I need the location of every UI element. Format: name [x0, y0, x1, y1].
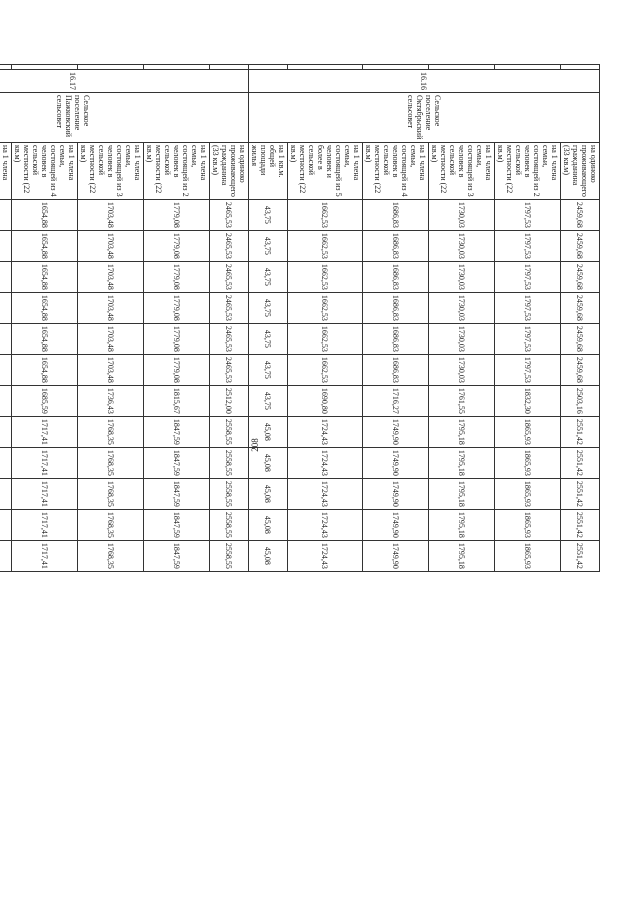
- row-margin-cell: [12, 65, 78, 70]
- value-cell: 1865,93: [495, 509, 561, 540]
- value-cell: 1703,48: [78, 261, 144, 292]
- value-cell: 1795,18: [429, 509, 495, 540]
- value-cell: 2558,55: [210, 478, 249, 509]
- value-cell: 1795,18: [429, 540, 495, 571]
- value-cell: 43,75: [249, 261, 288, 292]
- value-cell: 1717,41: [12, 540, 78, 571]
- value-cell: 2459,68: [561, 354, 600, 385]
- value-cell: 1724,43: [288, 447, 363, 478]
- value-cell: 1703,48: [78, 230, 144, 261]
- value-cell: 1685,59: [12, 385, 78, 416]
- value-cell: 1815,67: [144, 385, 210, 416]
- value-cell: 1865,93: [495, 447, 561, 478]
- value-cell: 1768,35: [78, 416, 144, 447]
- value-cell: 2465,53: [210, 230, 249, 261]
- value-cell: [0, 540, 12, 571]
- value-cell: 43,75: [249, 385, 288, 416]
- value-cell: 1761,55: [429, 385, 495, 416]
- value-cell: 1686,83: [363, 292, 429, 323]
- value-cell: [0, 230, 12, 261]
- value-cell: 1779,08: [144, 199, 210, 230]
- value-cell: 1865,93: [495, 416, 561, 447]
- category-description-cell: на 1 члена семьи, состоящей из 4 человек в сельской местности (22 кв.м): [12, 142, 78, 199]
- value-cell: 1662,53: [288, 230, 363, 261]
- value-cell: 1686,83: [363, 354, 429, 385]
- value-cell: [0, 478, 12, 509]
- value-cell: 2512,00: [210, 385, 249, 416]
- settlement-name-cell: Сельское поселение Октябрьский сельсовет: [249, 93, 600, 143]
- row-margin-cell: [0, 65, 12, 70]
- value-cell: 2558,55: [210, 509, 249, 540]
- value-cell: 1797,53: [495, 354, 561, 385]
- row-margin-cell: [144, 65, 210, 70]
- value-cell: 1768,35: [78, 509, 144, 540]
- value-cell: [0, 385, 12, 416]
- value-cell: 1730,03: [429, 292, 495, 323]
- value-cell: 1703,48: [78, 292, 144, 323]
- value-cell: 1749,90: [363, 478, 429, 509]
- value-cell: 1717,41: [12, 478, 78, 509]
- value-cell: 1749,90: [363, 540, 429, 571]
- group-number-cell: 16.17: [0, 70, 249, 93]
- value-cell: 1779,08: [144, 354, 210, 385]
- value-cell: 1662,53: [288, 199, 363, 230]
- value-cell: 1703,48: [78, 323, 144, 354]
- value-cell: 45,08: [249, 509, 288, 540]
- value-cell: 1768,35: [78, 447, 144, 478]
- value-cell: [0, 447, 12, 478]
- value-cell: 2465,53: [210, 323, 249, 354]
- value-cell: 1847,59: [144, 540, 210, 571]
- value-cell: [0, 199, 12, 230]
- value-cell: 1779,08: [144, 230, 210, 261]
- value-cell: 1724,43: [288, 416, 363, 447]
- group-number-cell: 16.16: [249, 70, 600, 93]
- category-description-cell: на 1 члена семьи, состоящей из 5 человек и более в сельской местности (22 кв.м): [288, 142, 363, 199]
- value-cell: 1686,83: [363, 230, 429, 261]
- value-cell: 1847,59: [144, 416, 210, 447]
- value-cell: 2465,53: [210, 354, 249, 385]
- value-cell: 2465,53: [210, 292, 249, 323]
- value-cell: 1654,88: [12, 199, 78, 230]
- value-cell: 43,75: [249, 292, 288, 323]
- value-cell: 1795,18: [429, 447, 495, 478]
- value-cell: 1730,03: [429, 323, 495, 354]
- value-cell: 1832,30: [495, 385, 561, 416]
- value-cell: 2459,68: [561, 261, 600, 292]
- value-cell: 2465,53: [210, 261, 249, 292]
- value-cell: 1662,53: [288, 323, 363, 354]
- value-cell: 1736,43: [78, 385, 144, 416]
- page-number: 208: [249, 438, 260, 452]
- value-cell: 1865,93: [495, 540, 561, 571]
- value-cell: 2551,42: [561, 447, 600, 478]
- value-cell: 2459,68: [561, 199, 600, 230]
- value-cell: 1730,03: [429, 199, 495, 230]
- category-description-cell: на 1 члена семьи, состоящей из 3 человек в сельской местности (22 кв.м): [78, 142, 144, 199]
- value-cell: 2459,68: [561, 323, 600, 354]
- value-cell: 1717,41: [12, 447, 78, 478]
- value-cell: 2551,42: [561, 540, 600, 571]
- value-cell: 2503,16: [561, 385, 600, 416]
- rotated-table-container: [0, 64, 600, 572]
- value-cell: 2551,42: [561, 416, 600, 447]
- value-cell: 1724,43: [288, 509, 363, 540]
- tariff-table: [0, 64, 600, 572]
- settlement-name-cell: Сельское поселение Пажковский сельсовет: [0, 93, 249, 143]
- value-cell: 1795,18: [429, 478, 495, 509]
- value-cell: 2551,42: [561, 509, 600, 540]
- value-cell: 45,08: [249, 447, 288, 478]
- value-cell: 1797,53: [495, 261, 561, 292]
- value-cell: 2558,55: [210, 416, 249, 447]
- value-cell: 1847,59: [144, 447, 210, 478]
- value-cell: 2558,55: [210, 447, 249, 478]
- value-cell: 1730,03: [429, 354, 495, 385]
- value-cell: 2459,68: [561, 292, 600, 323]
- value-cell: 1724,43: [288, 540, 363, 571]
- value-cell: 1686,83: [363, 199, 429, 230]
- value-cell: 1716,27: [363, 385, 429, 416]
- value-cell: 43,75: [249, 354, 288, 385]
- row-margin-cell: [249, 65, 288, 70]
- row-margin-cell: [78, 65, 144, 70]
- value-cell: 2558,55: [210, 540, 249, 571]
- value-cell: 2465,53: [210, 199, 249, 230]
- value-cell: [0, 416, 12, 447]
- value-cell: 45,08: [249, 478, 288, 509]
- value-cell: 1749,90: [363, 509, 429, 540]
- value-cell: 2551,42: [561, 478, 600, 509]
- value-cell: 1703,48: [78, 199, 144, 230]
- value-cell: 1779,08: [144, 323, 210, 354]
- value-cell: 1654,88: [12, 230, 78, 261]
- value-cell: 1654,88: [12, 354, 78, 385]
- value-cell: 1797,53: [495, 199, 561, 230]
- value-cell: 1717,41: [12, 416, 78, 447]
- value-cell: 1730,03: [429, 261, 495, 292]
- table-row: [210, 65, 249, 572]
- tariff-table-body: [0, 65, 600, 572]
- value-cell: 1730,03: [429, 230, 495, 261]
- value-cell: 1779,08: [144, 261, 210, 292]
- row-margin-cell: [363, 65, 429, 70]
- row-margin-cell: [495, 65, 561, 70]
- value-cell: 45,08: [249, 416, 288, 447]
- value-cell: [0, 292, 12, 323]
- value-cell: 1654,88: [12, 323, 78, 354]
- value-cell: 1768,35: [78, 478, 144, 509]
- value-cell: 1749,90: [363, 447, 429, 478]
- value-cell: 43,75: [249, 323, 288, 354]
- value-cell: 1797,53: [495, 230, 561, 261]
- value-cell: 1686,83: [363, 261, 429, 292]
- value-cell: [0, 354, 12, 385]
- value-cell: 1724,43: [288, 478, 363, 509]
- value-cell: 1795,18: [429, 416, 495, 447]
- value-cell: 1768,35: [78, 540, 144, 571]
- category-description-cell: на 1 члена семьи, состоящей из 2 человек в сельской местности (22 кв.м): [144, 142, 210, 199]
- value-cell: 43,75: [249, 199, 288, 230]
- value-cell: 1662,53: [288, 292, 363, 323]
- value-cell: 1703,48: [78, 354, 144, 385]
- value-cell: 1686,83: [363, 323, 429, 354]
- value-cell: [0, 509, 12, 540]
- value-cell: 1690,80: [288, 385, 363, 416]
- value-cell: 1654,88: [12, 261, 78, 292]
- value-cell: 1865,93: [495, 478, 561, 509]
- category-description-cell: на одиноко проживающего гражданина (33 кв.м): [561, 142, 600, 199]
- value-cell: 1749,90: [363, 416, 429, 447]
- value-cell: 2459,68: [561, 230, 600, 261]
- value-cell: 1662,53: [288, 261, 363, 292]
- category-description-cell: на одиноко проживающего гражданина (33 кв.м): [210, 142, 249, 199]
- value-cell: [0, 261, 12, 292]
- category-description-cell: на 1 члена семьи, состоящей из 4 человек в сельской местности (22 кв.м): [363, 142, 429, 199]
- row-margin-cell: [429, 65, 495, 70]
- category-description-cell: на 1 члена семьи, состоящей из 3 человек в сельской местности (22 кв.м): [429, 142, 495, 199]
- category-description-cell: на 1 кв.м. общей площади жилья: [249, 142, 288, 199]
- row-margin-cell: [288, 65, 363, 70]
- value-cell: 1797,53: [495, 323, 561, 354]
- value-cell: 1654,88: [12, 292, 78, 323]
- value-cell: 43,75: [249, 230, 288, 261]
- table-row: [561, 65, 600, 572]
- category-description-cell: на 1 члена семьи, состоящей из 2 человек в сельской местности (22 кв.м): [495, 142, 561, 199]
- value-cell: 1779,08: [144, 292, 210, 323]
- value-cell: 1847,59: [144, 478, 210, 509]
- value-cell: 1847,59: [144, 509, 210, 540]
- value-cell: 45,08: [249, 540, 288, 571]
- category-description-cell: на 1 члена: [0, 142, 12, 199]
- value-cell: [0, 323, 12, 354]
- value-cell: 1717,41: [12, 509, 78, 540]
- value-cell: 1662,53: [288, 354, 363, 385]
- value-cell: 1797,53: [495, 292, 561, 323]
